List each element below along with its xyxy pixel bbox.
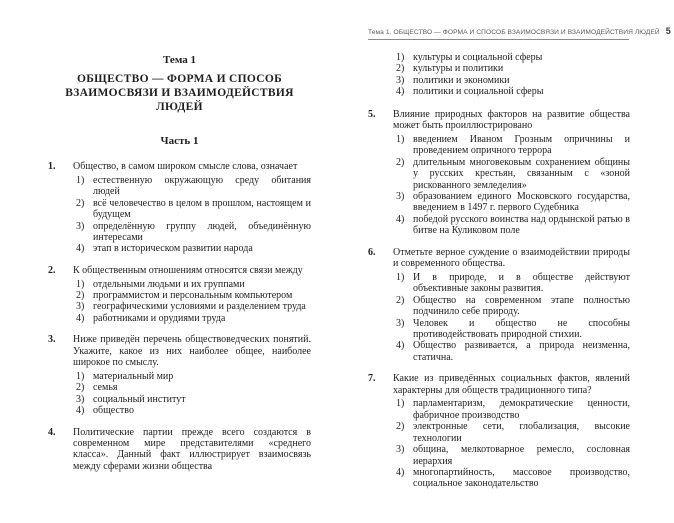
option-text: географическими условиями и разделением труда	[93, 301, 306, 313]
option-text: этап в историческом развитии народа	[93, 243, 253, 255]
option-text: естественную окружающую среду обитания людей	[93, 174, 311, 198]
chapter-title	[48, 72, 311, 114]
option-marker: 2)	[396, 63, 405, 75]
answer-option	[73, 243, 311, 254]
chapter-title-line2: ВЗАИМОСВЯЗИ И ВЗАИМОДЕЙСТВИЯ ЛЮДЕЙ	[65, 87, 294, 113]
option-text: социальный институт	[93, 393, 186, 405]
answer-option	[73, 394, 311, 405]
running-head-title: Тема 1. ОБЩЕСТВО — ФОРМА И СПОСОБ ВЗАИМОСВЯЗИ И ВЗАИМОДЕЙСТВИЯ ЛЮДЕЙ	[368, 29, 660, 36]
answer-option	[73, 198, 311, 221]
question-options	[73, 371, 311, 417]
option-text: определённую группу людей, объединённую интересами	[93, 220, 311, 243]
question-text: Общество, в самом широком смысле слова, означает	[73, 161, 298, 172]
question-2	[48, 265, 311, 325]
option-text: работниками и орудиями труда	[93, 312, 226, 324]
option-marker: 1)	[76, 174, 85, 186]
option-marker: 1)	[396, 271, 405, 283]
answer-option	[393, 340, 630, 363]
answer-option	[393, 295, 630, 318]
answer-option	[73, 175, 311, 198]
question-options	[73, 279, 311, 325]
question-options	[393, 134, 630, 237]
answer-option	[393, 214, 630, 237]
option-marker: 4)	[396, 466, 405, 478]
option-marker: 1)	[396, 398, 405, 410]
question-text: К общественным отношениям относятся связи между	[73, 264, 303, 276]
option-text: община, мелкотоварное ремесло, сословная иерархия	[413, 444, 630, 467]
answer-option	[73, 313, 311, 324]
option-marker: 4)	[76, 243, 85, 255]
answer-option	[73, 371, 311, 382]
option-text: введением Иваном Грозным опричнины и проведением опричного террора	[413, 133, 630, 157]
question-number: 5.	[368, 108, 376, 120]
option-marker: 2)	[76, 290, 85, 302]
option-marker: 4)	[396, 213, 405, 225]
part-label: Часть 1	[160, 135, 199, 147]
option-marker: 3)	[396, 74, 405, 86]
option-text: длительным многовековым сохранением общины у русских крестьян, связанным с «зоной рискованного земледелия»	[413, 156, 630, 191]
answer-option	[393, 86, 630, 97]
answer-option	[393, 421, 630, 444]
option-marker: 4)	[76, 312, 85, 324]
option-marker: 3)	[76, 393, 85, 405]
chapter-title-line1: ОБЩЕСТВО — ФОРМА И СПОСОБ	[77, 73, 282, 85]
option-text: отдельными людьми и их группами	[93, 278, 245, 290]
option-text: политики и экономики	[413, 74, 510, 86]
answer-option	[393, 467, 630, 490]
option-marker: 1)	[396, 133, 405, 145]
option-marker: 1)	[396, 52, 405, 63]
option-marker: 1)	[76, 278, 85, 290]
answer-option	[73, 221, 311, 244]
question-4-stem	[48, 427, 311, 473]
option-text: политики и социальной сферы	[413, 86, 544, 98]
option-text: культуры и социальной сферы	[413, 52, 543, 63]
question-6	[368, 247, 630, 364]
answer-option	[393, 52, 630, 63]
answer-option	[73, 301, 311, 312]
question-number: 2.	[48, 264, 56, 276]
option-text: И в природе, и в обществе действуют объективные законы развития.	[413, 271, 630, 295]
option-marker: 2)	[396, 294, 405, 306]
option-marker: 2)	[76, 382, 85, 394]
option-marker: 4)	[396, 340, 405, 352]
option-text: электронные сети, глобализация, высокие технологии	[413, 421, 630, 444]
option-marker: 4)	[76, 405, 85, 417]
answer-option	[73, 405, 311, 416]
option-text: образованием единого Московского государства, введением в 1497 г. первого Судебника	[413, 190, 630, 214]
answer-option	[73, 382, 311, 393]
theme-label: Тема 1	[163, 54, 196, 66]
option-marker: 1)	[76, 371, 85, 382]
option-text: семья	[93, 382, 118, 394]
answer-option	[393, 157, 630, 191]
option-marker: 3)	[76, 220, 85, 232]
answer-option	[73, 290, 311, 301]
option-marker: 3)	[396, 190, 405, 202]
question-options	[393, 398, 630, 489]
answer-option	[73, 279, 311, 290]
answer-option	[393, 398, 630, 421]
option-text: Общество развивается, а природа неизменна, статична.	[413, 340, 630, 363]
right-column	[368, 52, 630, 500]
question-number: 7.	[368, 373, 376, 385]
answer-option	[393, 134, 630, 157]
option-text: общество	[93, 405, 134, 417]
question-options	[73, 175, 311, 255]
question-text: Какие из приведённых социальных фактов, явлений характерны для обществ традиционного типа?	[393, 373, 630, 396]
question-1	[48, 161, 311, 255]
option-text: культуры и политики	[413, 63, 504, 75]
option-text: программистом и персональным компьютером	[93, 290, 293, 302]
page-number: 5	[665, 26, 671, 36]
option-text: многопартийность, массовое производство, социальное законодательство	[413, 466, 630, 490]
question-number: 4.	[48, 426, 56, 438]
question-text: Отметьте верное суждение о взаимодействии природы и современного общества.	[393, 246, 630, 269]
question-3	[48, 334, 311, 416]
question-number: 3.	[48, 334, 56, 346]
option-text: всё человечество в целом в прошлом, настоящем и будущем	[93, 197, 311, 221]
question-text: Влияние природных факторов на развитие общества может быть проиллюстрировано	[393, 108, 630, 132]
answer-option	[393, 191, 630, 214]
question-text: Политические партии прежде всего создаются в современном мире представителями «среднего класса». Данный факт иллюстрирует взаимосвязь между сферами жизни общества	[73, 426, 311, 472]
option-text: победой русского воинства над ордынской ратью в битве на Куликовом поле	[413, 213, 630, 237]
question-4-options	[368, 52, 630, 98]
left-column	[48, 46, 311, 482]
answer-option	[393, 75, 630, 86]
option-marker: 2)	[396, 156, 405, 168]
option-marker: 2)	[396, 421, 405, 433]
option-marker: 2)	[76, 197, 85, 209]
question-number: 6.	[368, 246, 376, 258]
question-options	[393, 272, 630, 363]
answer-option	[393, 318, 630, 341]
option-text: Человек и общество не способны противодействовать природной стихии.	[413, 317, 630, 340]
option-text: Общество на современном этапе полностью подчинило себе природу.	[413, 294, 630, 318]
question-7	[368, 373, 630, 490]
question-number: 1.	[48, 161, 56, 172]
answer-option	[393, 272, 630, 295]
option-marker: 3)	[76, 301, 85, 313]
answer-option	[393, 63, 630, 74]
running-head	[368, 26, 671, 40]
question-5	[368, 109, 630, 237]
question-text: Ниже приведён перечень обществоведческих понятий. Укажите, какое из них наиболее общее, наиболее широкое по смыслу.	[73, 334, 311, 369]
option-text: материальный мир	[93, 371, 174, 382]
option-marker: 3)	[396, 317, 405, 329]
answer-option	[393, 444, 630, 467]
option-marker: 3)	[396, 444, 405, 456]
option-marker: 4)	[396, 86, 405, 98]
option-text: парламентаризм, демократические ценности, фабричное производство	[413, 398, 630, 421]
